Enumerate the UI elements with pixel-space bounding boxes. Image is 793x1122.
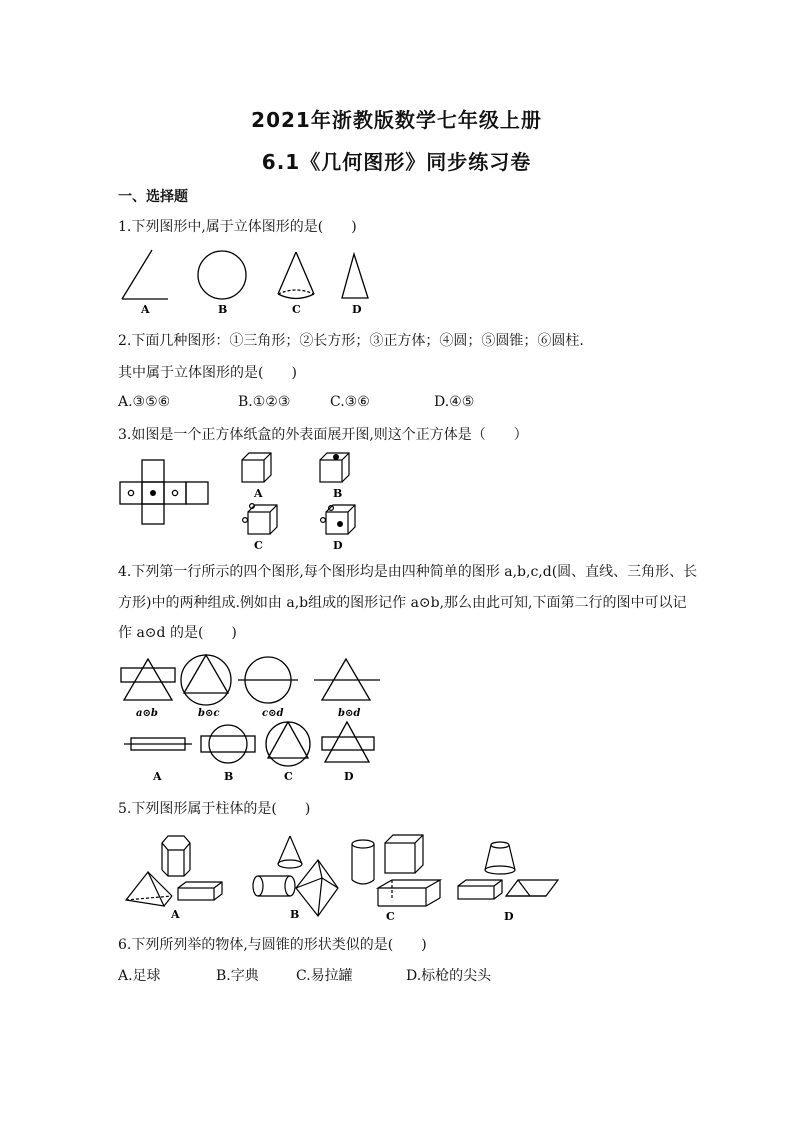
q4-option-a (124, 738, 192, 750)
q5-label-c: C (386, 910, 395, 923)
q4-label-d: D (344, 770, 354, 783)
q4-row1-label-4: b⊙d (338, 708, 361, 719)
q1-figure-c-cone (278, 252, 314, 299)
q4-option-b (201, 725, 255, 763)
question-6-stem: 6.下列所列举的物体,与圆锥的形状类似的是( ) (118, 937, 427, 953)
q5-label-a: A (171, 908, 180, 921)
q4-row1-fig4 (314, 659, 380, 700)
q5-group-b (253, 836, 338, 916)
q4-row1-label-3: c⊙d (262, 708, 284, 719)
q1-label-d: D (352, 303, 362, 316)
q4-row1-fig2 (181, 655, 231, 705)
q3-cube-a (242, 453, 271, 482)
question-3-stem: 3.如图是一个正方体纸盒的外表面展开图,则这个正方体是（ ） (118, 427, 528, 443)
q6-option-b: B.字典 (216, 968, 259, 984)
question-2-stem-line2: 其中属于立体图形的是( ) (118, 365, 297, 381)
q5-group-a (126, 836, 222, 906)
q3-label-c: C (254, 539, 263, 552)
q2-option-c: C.③⑥ (330, 394, 370, 410)
q4-row1-fig1 (121, 659, 175, 700)
document-title: 2021年浙教版数学七年级上册 (251, 108, 542, 132)
q4-label-a: A (153, 770, 162, 783)
question-4-stem-line3: 作 a⊙d 的是( ) (118, 625, 237, 641)
q6-option-c: C.易拉罐 (296, 968, 353, 984)
q3-cube-d (321, 505, 355, 534)
q3-label-b: B (333, 487, 343, 500)
q4-option-c (266, 722, 310, 766)
q3-label-a: A (254, 487, 263, 500)
q3-label-d: D (333, 539, 343, 552)
q3-cube-c (243, 504, 277, 534)
q5-group-c (352, 835, 440, 906)
q4-label-b: B (224, 770, 234, 783)
q5-label-d: D (504, 910, 514, 923)
q1-figure-d-triangle (342, 254, 368, 298)
q4-label-c: C (284, 770, 293, 783)
q1-label-c: C (292, 303, 301, 316)
q2-option-b: B.①②③ (238, 394, 291, 410)
q1-label-a: A (141, 303, 150, 316)
q2-option-a: A.③⑤⑥ (118, 394, 171, 410)
q6-option-d: D.标枪的尖头 (406, 968, 492, 984)
q4-row1-fig3 (238, 657, 298, 703)
q4-option-d (322, 722, 374, 762)
q4-row1-label-2: b⊙c (198, 708, 220, 719)
question-1-stem: 1.下列图形中,属于立体图形的是( ) (118, 219, 357, 235)
question-4-stem-line2: 方形)中的两种组成.例如由 a,b组成的图形记作 a⊙b,那么由此可知,下面第二行的图中可以记 (118, 595, 687, 611)
section-heading: 一、选择题 (118, 189, 188, 205)
q1-figure-b-circle (198, 251, 246, 299)
question-2-stem-line1: 2.下面几种图形：①三角形；②长方形；③正方体；④圆；⑤圆锥；⑥圆柱. (118, 333, 584, 349)
q1-figure-a-angle (122, 250, 168, 299)
q4-row1-label-1: a⊙b (136, 708, 158, 719)
document-subtitle: 6.1《几何图形》同步练习卷 (261, 150, 532, 174)
q5-label-b: B (290, 908, 300, 921)
q1-label-b: B (218, 303, 228, 316)
q5-group-d (458, 842, 558, 899)
q3-cube-net (120, 460, 208, 524)
q2-option-d: D.④⑤ (434, 394, 475, 410)
question-5-stem: 5.下列图形属于柱体的是( ) (118, 801, 311, 817)
question-4-stem-line1: 4.下列第一行所示的四个图形,每个图形均是由四种简单的图形 a,b,c,d(圆、直线、三角形、长 (118, 564, 698, 580)
q6-option-a: A.足球 (118, 968, 161, 984)
